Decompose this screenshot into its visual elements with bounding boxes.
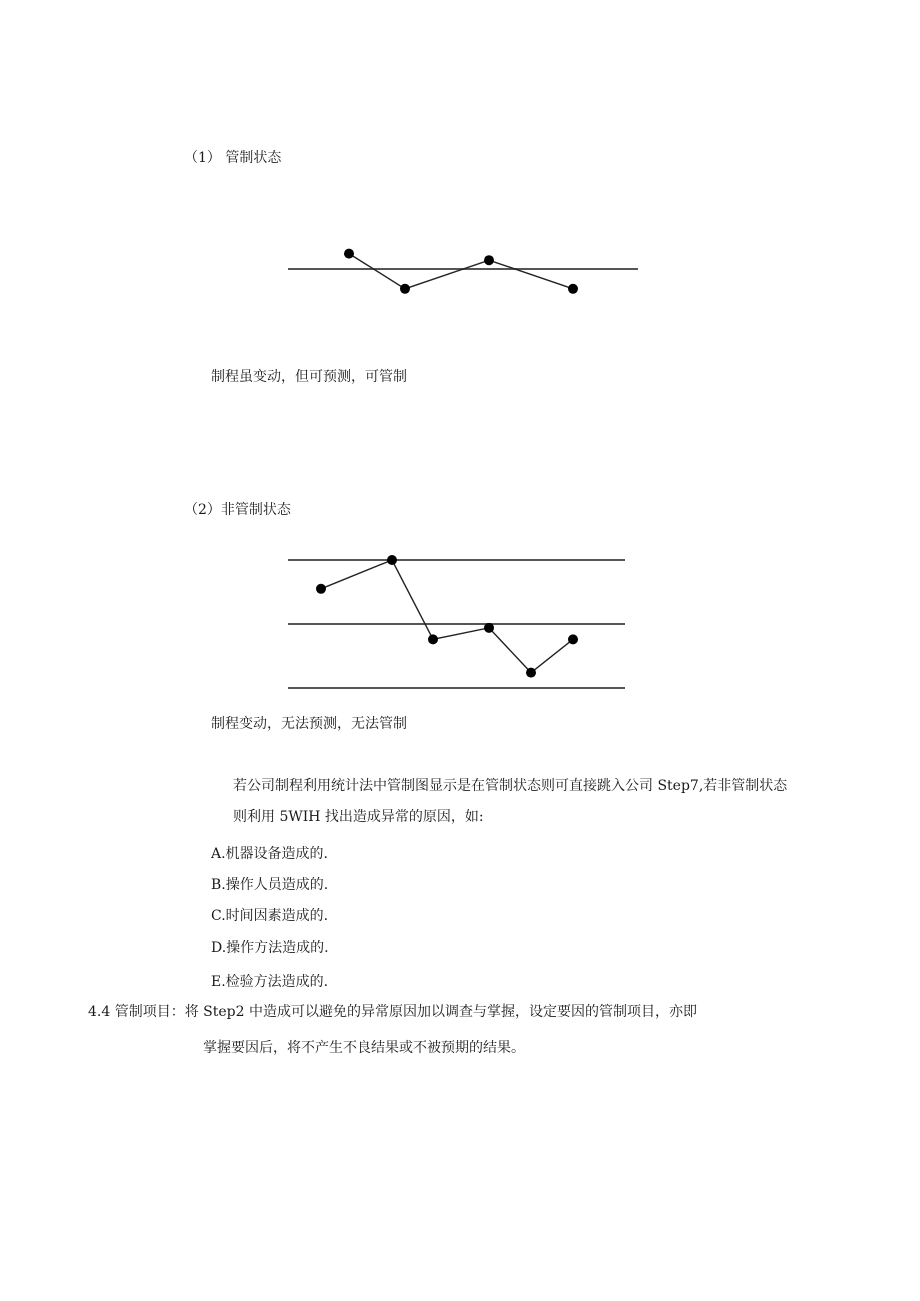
list-item: A.机器设备造成的.	[211, 846, 329, 862]
list-item: D.操作方法造成的.	[211, 940, 329, 956]
section1-caption: 制程虽变动，但可预测，可管制	[211, 369, 407, 385]
section2-heading: （2）非管制状态	[184, 502, 291, 518]
item-4-4-line-1: 4.4 管制项目：将 Step2 中造成可以避免的异常原因加以调查与掌握，设定要因的管制项目，亦即	[88, 1004, 697, 1020]
item-4-4-line-2: 掌握要因后，将不产生不良结果或不被预期的结果。	[203, 1040, 525, 1056]
data-point	[316, 584, 326, 594]
para-line-2: 则利用 5WIH 找出造成异常的原因，如:	[233, 809, 484, 825]
section2-caption: 制程变动，无法预测，无法管制	[211, 716, 407, 732]
list-item: C.时间因素造成的.	[211, 908, 329, 924]
section1-heading: （1） 管制状态	[184, 150, 282, 166]
data-point	[526, 668, 536, 678]
chart-out-of-control	[288, 555, 625, 688]
para-line-1: 若公司制程利用统计法中管制图显示是在管制状态则可直接跳入公司 Step7,若非管制状态	[233, 778, 788, 794]
data-point	[344, 249, 354, 259]
data-point	[484, 623, 494, 633]
data-point	[428, 634, 438, 644]
list-item: B.操作人员造成的.	[211, 877, 329, 893]
data-point	[387, 555, 397, 565]
data-point	[400, 284, 410, 294]
list-item: E.检验方法造成的.	[211, 974, 329, 990]
series-line	[321, 560, 573, 673]
data-point	[484, 255, 494, 265]
data-point	[568, 634, 578, 644]
series-line	[349, 254, 573, 289]
chart-in-control	[288, 249, 638, 294]
data-point	[568, 284, 578, 294]
